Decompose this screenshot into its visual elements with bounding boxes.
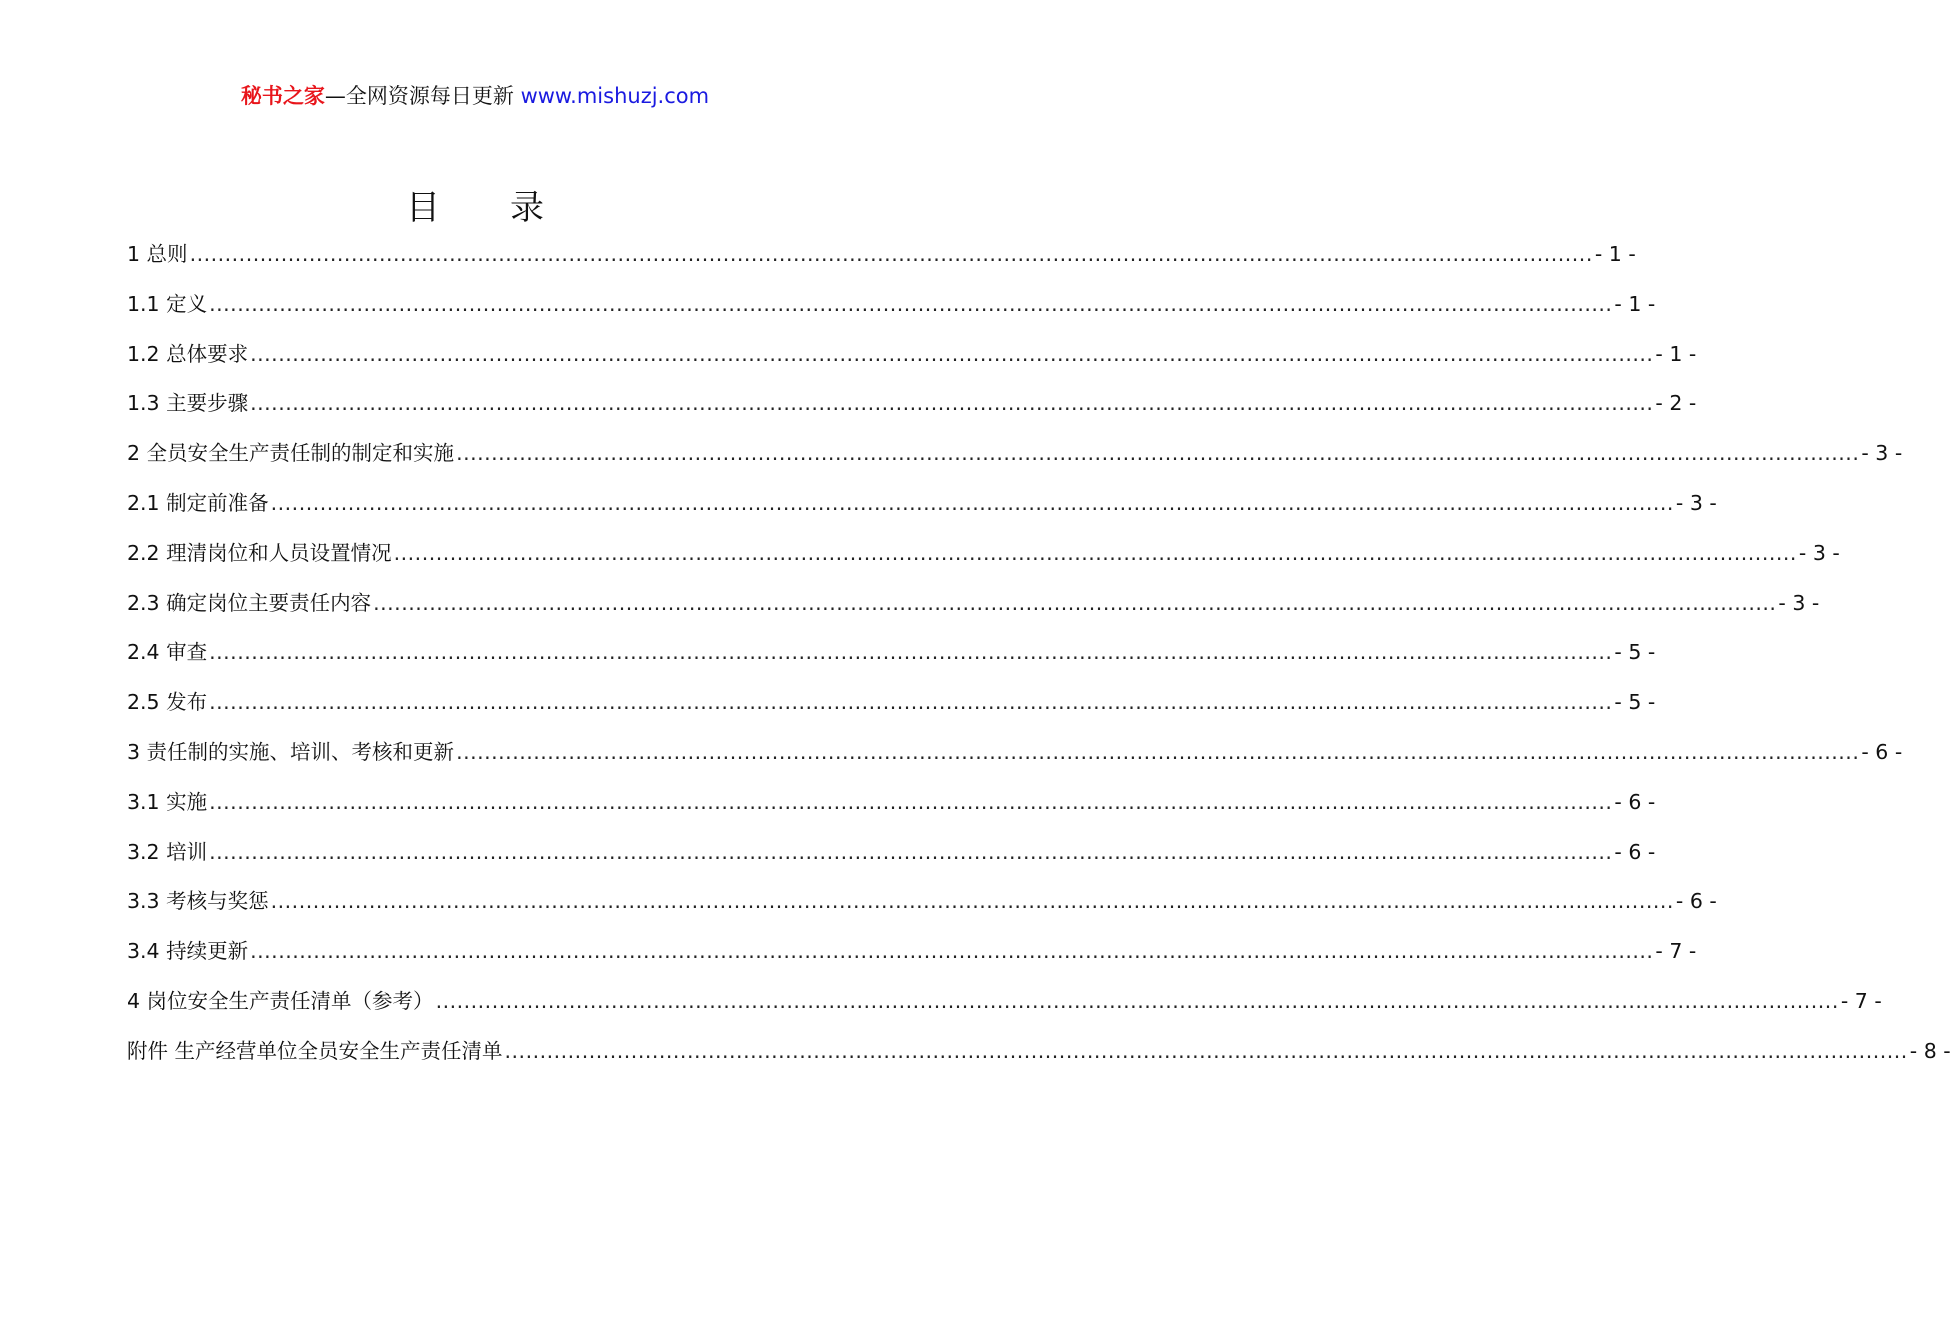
toc-entry-page-number: - 6 - [1861,739,1903,764]
toc-dot-leader: ........................................................................................................................................................................................................ [504,1038,1908,1063]
table-of-contents [127,234,1951,1081]
title-char-2: 录 [510,188,544,228]
toc-entry-page-number: - 6 - [1614,789,1656,814]
toc-dot-leader: ........................................................................................................................................................................................................ [209,839,1613,864]
header-tagline: —全网资源每日更新 [324,84,514,108]
page-header [0,78,950,114]
toc-entry-label: 2.2 理清岗位和人员设置情况 [127,540,392,565]
toc-entry-label: 2.4 审查 [127,640,208,665]
toc-dot-leader: ........................................................................................................................................................................................................ [270,490,1674,515]
toc-entry-page-number: - 6 - [1675,889,1717,914]
toc-entry[interactable] [127,832,1656,882]
toc-entry-label: 附件 生产经营单位全员安全生产责任清单 [127,1038,503,1063]
toc-entry[interactable] [127,284,1656,334]
toc-dot-leader: ........................................................................................................................................................................................................ [373,590,1777,615]
toc-entry-page-number: - 3 - [1675,490,1717,515]
toc-entry[interactable] [127,483,1717,533]
toc-dot-leader: ........................................................................................................................................................................................................ [393,540,1797,565]
toc-entry[interactable] [127,1031,1951,1081]
toc-entry-page-number: - 7 - [1840,988,1882,1013]
brand-name: 秘书之家 [240,84,325,108]
toc-dot-leader: ........................................................................................................................................................................................................ [209,291,1613,316]
page-title [0,180,950,236]
toc-entry[interactable] [127,881,1717,931]
toc-entry-label: 3.1 实施 [127,789,208,814]
toc-entry-page-number: - 1 - [1614,291,1656,316]
toc-entry-page-number: - 8 - [1909,1038,1951,1063]
toc-entry-page-number: - 3 - [1798,540,1840,565]
toc-entry-label: 4 岗位安全生产责任清单（参考） [127,988,434,1013]
toc-dot-leader: ........................................................................................................................................................................................................ [250,341,1654,366]
toc-dot-leader: ........................................................................................................................................................................................................ [189,242,1593,266]
toc-entry[interactable] [127,931,1697,981]
toc-entry[interactable] [127,433,1903,483]
toc-entry[interactable] [127,583,1820,633]
toc-entry-label: 3.3 考核与奖惩 [127,889,269,914]
toc-entry-label: 2.1 制定前准备 [127,490,269,515]
toc-dot-leader: ........................................................................................................................................................................................................ [209,789,1613,814]
toc-entry-label: 3.4 持续更新 [127,939,249,964]
toc-entry-label: 1.1 定义 [127,291,208,316]
toc-entry[interactable] [127,981,1882,1031]
toc-entry-page-number: - 1 - [1594,242,1636,266]
toc-entry-page-number: - 5 - [1614,690,1656,715]
toc-dot-leader: ........................................................................................................................................................................................................ [435,988,1839,1013]
toc-entry-label: 1.3 主要步骤 [127,391,249,416]
toc-entry-label: 3 责任制的实施、培训、考核和更新 [127,739,455,764]
toc-entry-page-number: - 3 - [1778,590,1820,615]
toc-entry-label: 1 总则 [127,242,188,266]
toc-dot-leader: ........................................................................................................................................................................................................ [456,739,1860,764]
toc-entry[interactable] [127,383,1697,433]
toc-entry[interactable] [127,533,1840,583]
toc-entry[interactable] [127,632,1656,682]
toc-entry-page-number: - 2 - [1655,391,1697,416]
toc-entry-page-number: - 6 - [1614,839,1656,864]
toc-entry[interactable] [127,782,1656,832]
toc-dot-leader: ........................................................................................................................................................................................................ [456,441,1860,466]
toc-entry-label: 1.2 总体要求 [127,341,249,366]
toc-entry-page-number: - 7 - [1655,939,1697,964]
toc-entry[interactable] [127,732,1903,782]
toc-entry[interactable] [127,334,1697,384]
toc-entry-label: 3.2 培训 [127,839,208,864]
toc-entry-page-number: - 3 - [1861,441,1903,466]
toc-entry-page-number: - 5 - [1614,640,1656,665]
toc-dot-leader: ........................................................................................................................................................................................................ [250,391,1654,416]
toc-entry-label: 2 全员安全生产责任制的制定和实施 [127,441,455,466]
toc-entry[interactable] [127,682,1656,732]
toc-dot-leader: ........................................................................................................................................................................................................ [209,690,1613,715]
title-char-1: 目 [406,188,440,228]
toc-dot-leader: ........................................................................................................................................................................................................ [209,640,1613,665]
toc-entry-label: 2.5 发布 [127,690,208,715]
website-link[interactable]: www.mishuzj.com [520,84,710,108]
toc-entry-page-number: - 1 - [1655,341,1697,366]
toc-dot-leader: ........................................................................................................................................................................................................ [270,889,1674,914]
toc-dot-leader: ........................................................................................................................................................................................................ [250,939,1654,964]
toc-entry[interactable] [127,234,1636,284]
toc-entry-label: 2.3 确定岗位主要责任内容 [127,590,372,615]
